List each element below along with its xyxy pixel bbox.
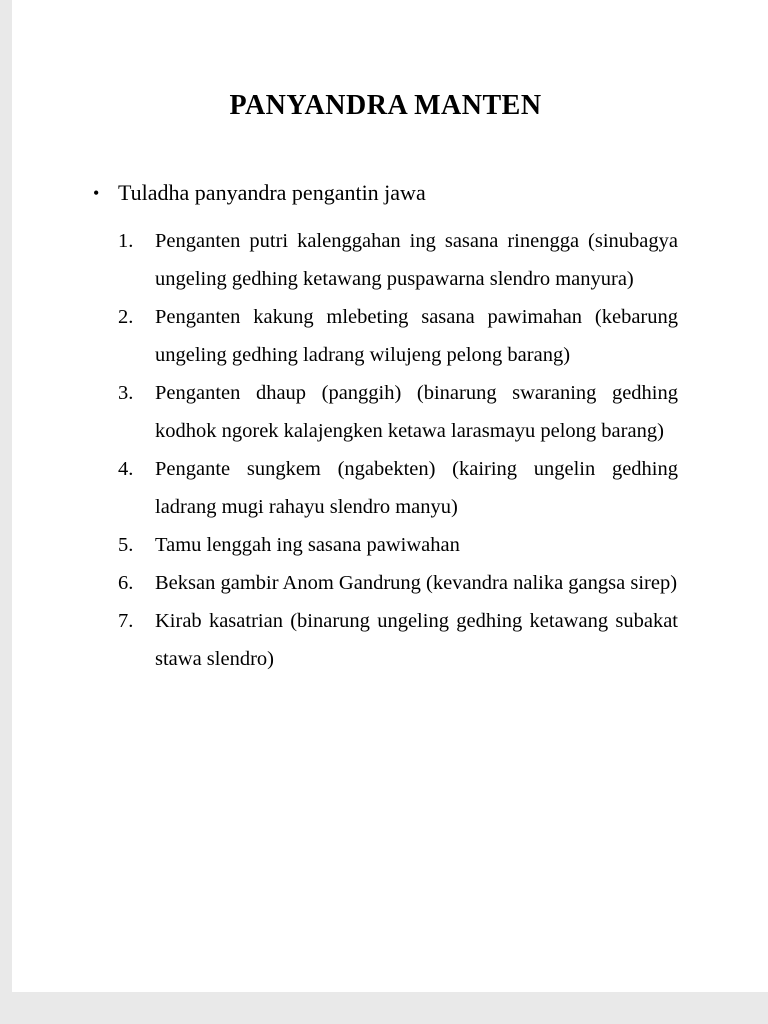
list-item bbox=[118, 564, 678, 602]
list-item bbox=[118, 222, 678, 298]
list-item-text: Penganten dhaup (panggih) (binarung swaraning gedhing kodhok ngorek kalajengken ketawa larasmayu pelong barang) bbox=[155, 382, 678, 442]
list-item bbox=[118, 450, 678, 526]
page-title: PANYANDRA MANTEN bbox=[229, 90, 542, 121]
list-item-number: 2. bbox=[118, 306, 134, 328]
list-item bbox=[118, 298, 678, 374]
bullet-heading-text: Tuladha panyandra pengantin jawa bbox=[118, 180, 426, 205]
list-item-text: Penganten kakung mlebeting sasana pawimahan (kebarung ungeling gedhing ladrang wilujeng pelong barang) bbox=[155, 306, 678, 366]
bullet-icon: • bbox=[93, 183, 100, 203]
list-item-number: 6. bbox=[118, 572, 134, 594]
list-item-number: 5. bbox=[118, 534, 134, 556]
list-item-text: Kirab kasatrian (binarung ungeling gedhing ketawang subakat stawa slendro) bbox=[155, 610, 678, 670]
list-item bbox=[118, 374, 678, 450]
list-item-number: 1. bbox=[118, 230, 134, 252]
numbered-list bbox=[118, 222, 678, 678]
bullet-heading bbox=[93, 178, 678, 208]
list-item-text: Pengante sungkem (ngabekten) (kairing ungelin gedhing ladrang mugi rahayu slendro manyu) bbox=[155, 458, 678, 518]
list-item bbox=[118, 602, 678, 678]
document-page bbox=[12, 0, 768, 992]
list-item-number: 4. bbox=[118, 458, 134, 480]
list-item-text: Tamu lenggah ing sasana pawiwahan bbox=[155, 534, 460, 556]
list-item-number: 7. bbox=[118, 610, 134, 632]
list-item-text: Beksan gambir Anom Gandrung (kevandra nalika gangsa sirep) bbox=[155, 572, 678, 594]
list-item-text: Penganten putri kalenggahan ing sasana rinengga (sinubagya ungeling gedhing ketawang puspawarna slendro manyura) bbox=[155, 230, 678, 290]
list-item bbox=[118, 526, 678, 564]
list-item-number: 3. bbox=[118, 382, 134, 404]
